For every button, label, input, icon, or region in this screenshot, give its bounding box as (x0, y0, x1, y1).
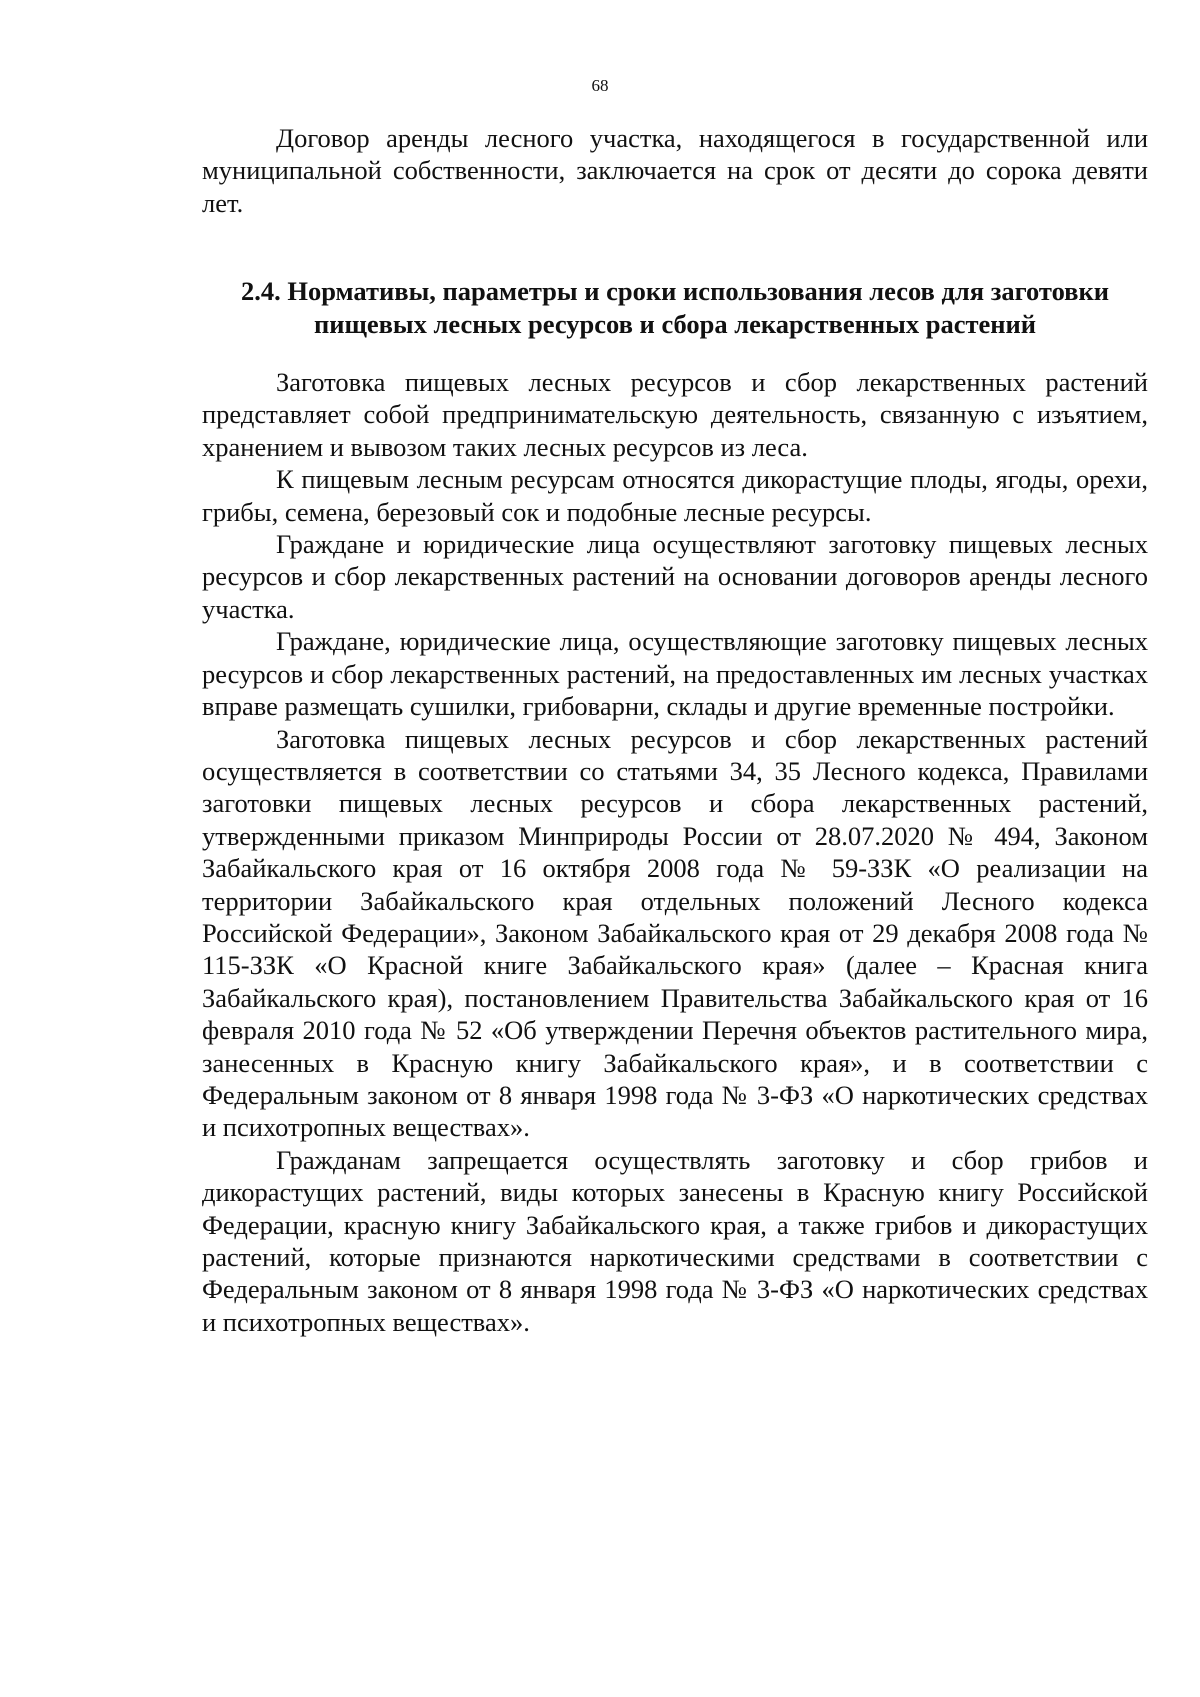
body-paragraph-3: Граждане и юридические лица осуществляют заготовку пищевых лесных ресурсов и сбор лекарственных растений на основании договоров аренды лесного участка. (202, 529, 1148, 624)
section-heading-line-1: 2.4. Нормативы, параметры и сроки использования лесов для заготовки (240, 276, 1110, 307)
page-content (202, 122, 1148, 1338)
spacer (202, 219, 1148, 275)
section-heading-line-2: пищевых лесных ресурсов и сбора лекарственных растений (313, 308, 1037, 339)
body-paragraph-1: Заготовка пищевых лесных ресурсов и сбор лекарственных растений представляет собой предпринимательскую деятельность, связанную с изъятием, хранением и вывозом таких лесных ресурсов из леса. (202, 367, 1148, 462)
section-body (202, 366, 1148, 1338)
body-paragraph-6: Гражданам запрещается осуществлять заготовку и сбор грибов и дикорастущих растений, виды которых занесены в Красную книгу Российской Федерации, красную книгу Забайкальского края, а также грибов и дикорастущих растений, которые признаются наркотическими средствами в соответствии с Федеральным законом от 8 января 1998 года № 3-ФЗ «О наркотических средствах и психотропных веществах». (202, 1144, 1148, 1337)
section-heading (202, 275, 1148, 340)
page-number: 68 (591, 76, 609, 95)
spacer (202, 340, 1148, 366)
body-paragraph-2: К пищевым лесным ресурсам относятся дикорастущие плоды, ягоды, орехи, грибы, семена, березовый сок и подобные лесные ресурсы. (202, 464, 1148, 527)
body-paragraph-4: Граждане, юридические лица, осуществляющие заготовку пищевых лесных ресурсов и сбор лекарственных растений, на предоставленных им лесных участках вправе размещать сушилки, грибоварни, склады и другие временные постройки. (202, 626, 1148, 722)
body-paragraph-5: Заготовка пищевых лесных ресурсов и сбор лекарственных растений осуществляется в соответствии со статьями 34, 35 Лесного кодекса, Правилами заготовки пищевых лесных ресурсов и сбора лекарственных растений, утвержденными приказом Минприроды России от 28.07.2020 № 494, Законом Забайкальского края от 16 октября 2008 года № 59-ЗЗК «О реализации на территории Забайкальского края отдельных положений Лесного кодекса Российской Федерации», Законом Забайкальского края от 29 декабря 2008 года № 115-ЗЗК «О Красной книге Забайкальского края» (далее – Красная книга Забайкальского края), постановлением Правительства Забайкальского края от 16 февраля 2010 года № 52 «Об утверждении Перечня объектов растительного мира, занесенных в Красную книгу Забайкальского края», и в соответствии с Федеральным законом от 8 января 1998 года № 3-ФЗ «О наркотических средствах и психотропных веществах». (202, 723, 1148, 1143)
intro-paragraph: Договор аренды лесного участка, находящегося в государственной или муниципальной собственности, заключается на срок от десяти до сорока девяти лет. (202, 123, 1148, 218)
